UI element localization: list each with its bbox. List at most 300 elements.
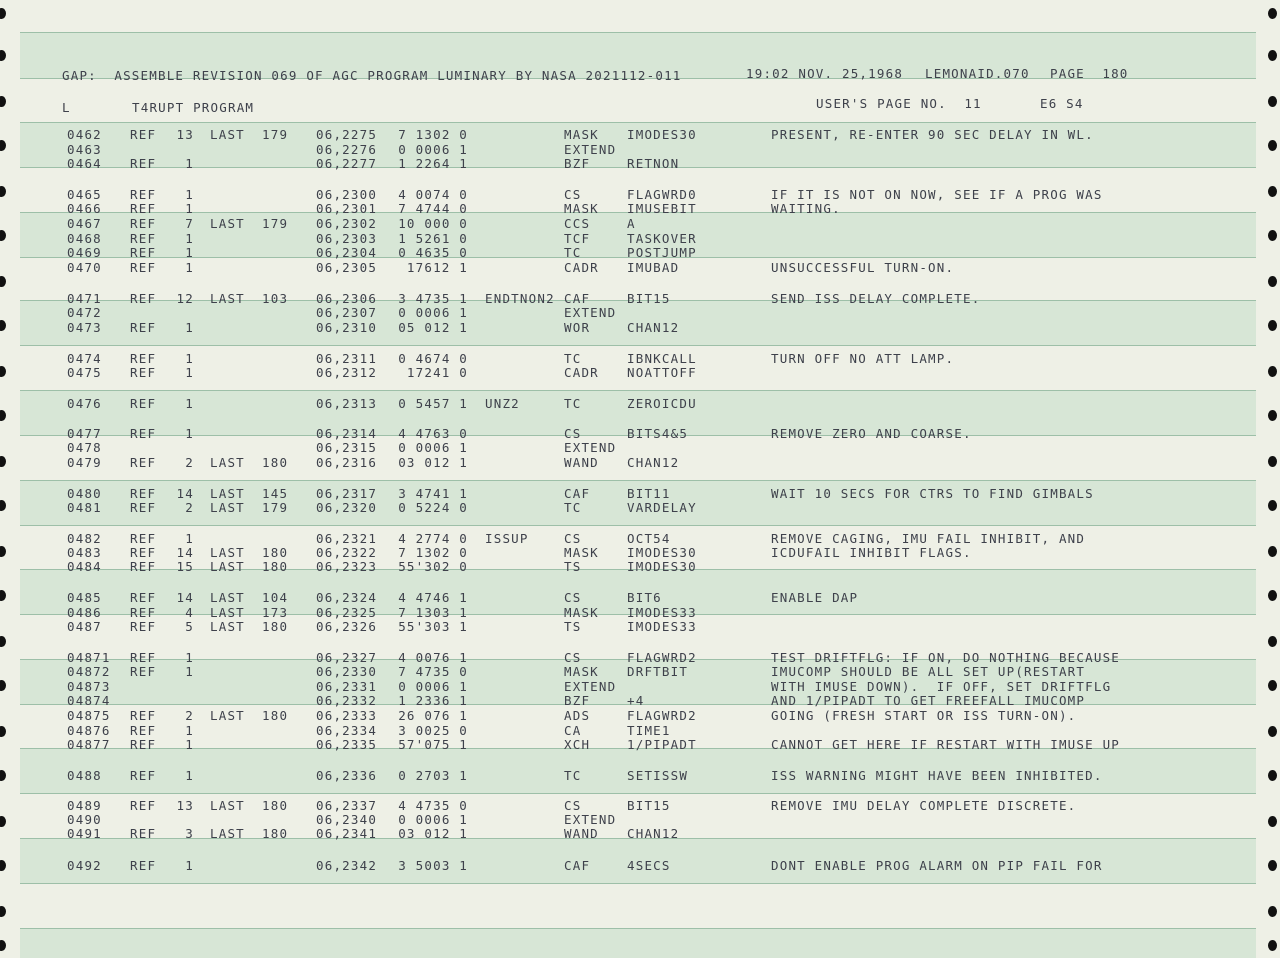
last-page: 179 (262, 216, 289, 231)
octal-code: 4 4746 1 (398, 590, 468, 605)
opcode: CS (564, 798, 582, 813)
opcode: BZF (564, 156, 591, 171)
octal-code: 1 2336 1 (398, 693, 468, 708)
opcode: MASK (564, 545, 599, 560)
line-number: 0492 (67, 858, 102, 873)
octal-code: 0 5457 1 (398, 396, 468, 411)
ref-keyword: REF (130, 127, 157, 142)
octal-code: 1 5261 0 (398, 231, 468, 246)
address: 06,2306 (316, 291, 378, 306)
line-number: 0462 (67, 127, 102, 142)
address: 06,2277 (316, 156, 378, 171)
operand: IMODES33 (627, 605, 697, 620)
address: 06,2301 (316, 201, 378, 216)
operand: IMUSEBIT (627, 201, 697, 216)
address: 06,2302 (316, 216, 378, 231)
line-number: 0472 (67, 305, 102, 320)
opcode: TCF (564, 231, 591, 246)
octal-code: 7 1302 0 (398, 127, 468, 142)
ref-keyword: REF (130, 723, 157, 738)
opcode: CS (564, 426, 582, 441)
address: 06,2335 (316, 737, 378, 752)
address: 06,2310 (316, 320, 378, 335)
line-number: 0470 (67, 260, 102, 275)
feed-hole (1268, 940, 1277, 951)
address: 06,2303 (316, 231, 378, 246)
last-keyword: LAST (210, 559, 245, 574)
opcode: CA (564, 723, 582, 738)
opcode: WAND (564, 455, 599, 470)
listing-row (0, 397, 1280, 411)
band-rule (20, 390, 1256, 391)
opcode: CS (564, 590, 582, 605)
address: 06,2337 (316, 798, 378, 813)
address: 06,2311 (316, 351, 378, 366)
line-number: 0464 (67, 156, 102, 171)
operand: FLAGWRD0 (627, 187, 697, 202)
line-number: 0478 (67, 440, 102, 455)
ref-count: 1 (185, 260, 194, 275)
listing-row (0, 128, 1280, 142)
octal-code: 0 4635 0 (398, 245, 468, 260)
address: 06,2341 (316, 826, 378, 841)
ref-keyword: REF (130, 486, 157, 501)
ref-count: 2 (185, 708, 194, 723)
address: 06,2276 (316, 142, 378, 157)
address: 06,2307 (316, 305, 378, 320)
address: 06,2333 (316, 708, 378, 723)
octal-code: 0 0006 1 (398, 679, 468, 694)
user-page-number: USER'S PAGE NO. 11 (816, 96, 982, 111)
opcode: MASK (564, 127, 599, 142)
ref-keyword: REF (130, 320, 157, 335)
opcode: CAF (564, 291, 591, 306)
last-page: 173 (262, 605, 289, 620)
opcode: TC (564, 500, 582, 515)
opcode: CCS (564, 216, 591, 231)
address: 06,2314 (316, 426, 378, 441)
comment: REMOVE IMU DELAY COMPLETE DISCRETE. (771, 798, 1077, 813)
ref-keyword: REF (130, 798, 157, 813)
octal-code: 0 5224 0 (398, 500, 468, 515)
last-keyword: LAST (210, 500, 245, 515)
address: 06,2327 (316, 650, 378, 665)
address: 06,2320 (316, 500, 378, 515)
address: 06,2334 (316, 723, 378, 738)
ref-keyword: REF (130, 590, 157, 605)
address: 06,2326 (316, 619, 378, 634)
ref-keyword: REF (130, 826, 157, 841)
line-number: 0466 (67, 201, 102, 216)
last-keyword: LAST (210, 798, 245, 813)
feed-hole (0, 940, 6, 951)
operand: FLAGWRD2 (627, 708, 697, 723)
last-page: 145 (262, 486, 289, 501)
comment: UNSUCCESSFUL TURN-ON. (771, 260, 955, 275)
listing-row (0, 738, 1280, 752)
last-keyword: LAST (210, 708, 245, 723)
section-marker: L (62, 100, 71, 115)
ref-count: 1 (185, 201, 194, 216)
address: 06,2316 (316, 455, 378, 470)
opcode: EXTEND (564, 679, 617, 694)
ref-count: 2 (185, 500, 194, 515)
ref-count: 13 (176, 127, 194, 142)
line-number: 0489 (67, 798, 102, 813)
octal-code: 7 4744 0 (398, 201, 468, 216)
last-keyword: LAST (210, 216, 245, 231)
feed-hole (1268, 50, 1277, 61)
line-number: 0480 (67, 486, 102, 501)
ref-count: 3 (185, 826, 194, 841)
ref-keyword: REF (130, 858, 157, 873)
page-number: PAGE 180 (1050, 66, 1129, 81)
comment: PRESENT, RE-ENTER 90 SEC DELAY IN WL. (771, 127, 1094, 142)
address: 06,2330 (316, 664, 378, 679)
opcode: CAF (564, 486, 591, 501)
listing-row (0, 827, 1280, 841)
comment: AND 1/PIPADT TO GET FREEFALL IMUCOMP (771, 693, 1086, 708)
octal-code: 3 4741 1 (398, 486, 468, 501)
listing-row (0, 799, 1280, 813)
listing-row (0, 441, 1280, 455)
band-rule (20, 793, 1256, 794)
assembly-timestamp: 19:02 NOV. 25,1968 (746, 66, 904, 81)
feed-hole (0, 96, 6, 107)
ref-keyword: REF (130, 365, 157, 380)
ref-keyword: REF (130, 231, 157, 246)
comment: WAIT 10 SECS FOR CTRS TO FIND GIMBALS (771, 486, 1094, 501)
line-number: 0488 (67, 768, 102, 783)
opcode: CADR (564, 260, 599, 275)
address: 06,2305 (316, 260, 378, 275)
octal-code: 4 4735 0 (398, 798, 468, 813)
line-number: 0487 (67, 619, 102, 634)
operand: FLAGWRD2 (627, 650, 697, 665)
listing-row (0, 202, 1280, 216)
listing-row (0, 261, 1280, 275)
ref-keyword: REF (130, 245, 157, 260)
listing-row (0, 246, 1280, 260)
ref-count: 1 (185, 768, 194, 783)
feed-hole (1268, 276, 1277, 287)
ref-keyword: REF (130, 545, 157, 560)
octal-code: 3 4735 1 (398, 291, 468, 306)
line-number: 04875 (67, 708, 111, 723)
ref-count: 1 (185, 187, 194, 202)
octal-code: 17612 1 (406, 260, 468, 275)
line-number: 0467 (67, 216, 102, 231)
octal-code: 7 1302 0 (398, 545, 468, 560)
ref-count: 13 (176, 798, 194, 813)
operand: IMUBAD (627, 260, 680, 275)
operand: IMODES30 (627, 545, 697, 560)
last-keyword: LAST (210, 605, 245, 620)
ref-keyword: REF (130, 559, 157, 574)
address: 06,2275 (316, 127, 378, 142)
ref-keyword: REF (130, 455, 157, 470)
last-page: 180 (262, 826, 289, 841)
address: 06,2336 (316, 768, 378, 783)
address: 06,2331 (316, 679, 378, 694)
feed-hole (0, 50, 6, 61)
comment: WITH IMUSE DOWN). IF OFF, SET DRIFTFLG (771, 679, 1112, 694)
operand: DRFTBIT (627, 664, 689, 679)
octal-code: 0 4674 0 (398, 351, 468, 366)
listing-row (0, 501, 1280, 515)
listing-row (0, 606, 1280, 620)
feed-hole (0, 636, 6, 647)
operand: RETNON (627, 156, 680, 171)
octal-code: 05 012 1 (398, 320, 468, 335)
last-page: 180 (262, 455, 289, 470)
ref-keyword: REF (130, 664, 157, 679)
feed-hole (1268, 8, 1277, 19)
opcode: CS (564, 650, 582, 665)
symbol-label: ENDTNON2 (485, 291, 555, 306)
ref-keyword: REF (130, 500, 157, 515)
last-page: 103 (262, 291, 289, 306)
comment: CANNOT GET HERE IF RESTART WITH IMUSE UP (771, 737, 1121, 752)
ref-count: 1 (185, 650, 194, 665)
operand: CHAN12 (627, 320, 680, 335)
opcode: CAF (564, 858, 591, 873)
listing-row (0, 813, 1280, 827)
address: 06,2313 (316, 396, 378, 411)
line-number: 0490 (67, 812, 102, 827)
listing-row (0, 546, 1280, 560)
ref-keyword: REF (130, 605, 157, 620)
ref-count: 1 (185, 156, 194, 171)
operand: 4SECS (627, 858, 671, 873)
listing-row (0, 859, 1280, 873)
greenbar-band (20, 928, 1256, 958)
listing-row (0, 232, 1280, 246)
last-page: 180 (262, 545, 289, 560)
octal-code: 55'303 1 (398, 619, 468, 634)
band-rule (20, 480, 1256, 481)
comment: IMUCOMP SHOULD BE ALL SET UP(RESTART (771, 664, 1086, 679)
operand: VARDELAY (627, 500, 697, 515)
operand: CHAN12 (627, 455, 680, 470)
ref-count: 2 (185, 455, 194, 470)
operand: POSTJUMP (627, 245, 697, 260)
line-number: 0468 (67, 231, 102, 246)
listing-row (0, 620, 1280, 634)
operand: OCT54 (627, 531, 671, 546)
assembly-title: GAP: ASSEMBLE REVISION 069 OF AGC PROGRAM LUMINARY BY NASA 2021112-011 (62, 68, 682, 83)
listing-row (0, 306, 1280, 320)
opcode: TS (564, 619, 582, 634)
ref-count: 14 (176, 486, 194, 501)
ref-count: 14 (176, 545, 194, 560)
octal-code: 0 0006 1 (398, 440, 468, 455)
ref-keyword: REF (130, 187, 157, 202)
address: 06,2312 (316, 365, 378, 380)
address: 06,2332 (316, 693, 378, 708)
ref-count: 15 (176, 559, 194, 574)
listing-row (0, 292, 1280, 306)
octal-code: 55'302 0 (398, 559, 468, 574)
operand: BIT15 (627, 798, 671, 813)
octal-code: 4 0076 1 (398, 650, 468, 665)
opcode: TC (564, 245, 582, 260)
address: 06,2340 (316, 812, 378, 827)
listing-row (0, 427, 1280, 441)
line-number: 0476 (67, 396, 102, 411)
ref-count: 1 (185, 231, 194, 246)
listing-row (0, 487, 1280, 501)
line-number: 0483 (67, 545, 102, 560)
last-page: 180 (262, 559, 289, 574)
feed-hole (0, 276, 6, 287)
operand: BITS4&5 (627, 426, 689, 441)
listing-row (0, 352, 1280, 366)
ref-keyword: REF (130, 737, 157, 752)
section-title: T4RUPT PROGRAM (132, 100, 255, 115)
last-keyword: LAST (210, 455, 245, 470)
address: 06,2323 (316, 559, 378, 574)
line-number: 0465 (67, 187, 102, 202)
listing-ids: E6 S4 (1040, 96, 1084, 111)
opcode: CADR (564, 365, 599, 380)
address: 06,2315 (316, 440, 378, 455)
listing-row (0, 217, 1280, 231)
octal-code: 4 0074 0 (398, 187, 468, 202)
comment: TURN OFF NO ATT LAMP. (771, 351, 955, 366)
address: 06,2300 (316, 187, 378, 202)
line-number: 04876 (67, 723, 111, 738)
comment: TEST DRIFTFLG: IF ON, DO NOTHING BECAUSE (771, 650, 1121, 665)
operand: BIT15 (627, 291, 671, 306)
ref-keyword: REF (130, 396, 157, 411)
symbol-label: UNZ2 (485, 396, 520, 411)
comment: IF IT IS NOT ON NOW, SEE IF A PROG WAS (771, 187, 1103, 202)
ref-count: 1 (185, 365, 194, 380)
ref-count: 1 (185, 245, 194, 260)
address: 06,2304 (316, 245, 378, 260)
ref-keyword: REF (130, 650, 157, 665)
operand: IMODES33 (627, 619, 697, 634)
address: 06,2317 (316, 486, 378, 501)
address: 06,2324 (316, 590, 378, 605)
octal-code: 3 5003 1 (398, 858, 468, 873)
listing-row (0, 560, 1280, 574)
feed-hole (0, 410, 6, 421)
source-name: LEMONAID.070 (925, 66, 1030, 81)
feed-hole (1268, 410, 1277, 421)
ref-keyword: REF (130, 201, 157, 216)
comment: ICDUFAIL INHIBIT FLAGS. (771, 545, 972, 560)
feed-hole (0, 8, 6, 19)
operand: SETISSW (627, 768, 689, 783)
listing-row (0, 143, 1280, 157)
octal-code: 3 0025 0 (398, 723, 468, 738)
opcode: TS (564, 559, 582, 574)
octal-code: 7 4735 0 (398, 664, 468, 679)
ref-count: 7 (185, 216, 194, 231)
feed-hole (0, 906, 6, 917)
octal-code: 03 012 1 (398, 455, 468, 470)
comment: REMOVE CAGING, IMU FAIL INHIBIT, AND (771, 531, 1086, 546)
ref-count: 1 (185, 858, 194, 873)
operand: BIT11 (627, 486, 671, 501)
line-number: 04877 (67, 737, 111, 752)
listing-row (0, 321, 1280, 335)
operand: TIME1 (627, 723, 671, 738)
listing-row (0, 188, 1280, 202)
opcode: ADS (564, 708, 591, 723)
line-number: 0477 (67, 426, 102, 441)
last-keyword: LAST (210, 291, 245, 306)
listing-row (0, 680, 1280, 694)
line-number: 04873 (67, 679, 111, 694)
operand: 1/PIPADT (627, 737, 697, 752)
octal-code: 0 0006 1 (398, 305, 468, 320)
address: 06,2325 (316, 605, 378, 620)
ref-count: 1 (185, 351, 194, 366)
comment: DONT ENABLE PROG ALARM ON PIP FAIL FOR (771, 858, 1103, 873)
comment: WAITING. (771, 201, 841, 216)
operand: IBNKCALL (627, 351, 697, 366)
ref-count: 1 (185, 320, 194, 335)
comment: ISS WARNING MIGHT HAVE BEEN INHIBITED. (771, 768, 1103, 783)
comment: SEND ISS DELAY COMPLETE. (771, 291, 981, 306)
line-number: 0482 (67, 531, 102, 546)
ref-keyword: REF (130, 708, 157, 723)
band-rule (20, 345, 1256, 346)
line-number: 0485 (67, 590, 102, 605)
last-keyword: LAST (210, 486, 245, 501)
opcode: WAND (564, 826, 599, 841)
ref-keyword: REF (130, 619, 157, 634)
line-number: 0463 (67, 142, 102, 157)
opcode: EXTEND (564, 440, 617, 455)
opcode: TC (564, 396, 582, 411)
ref-count: 12 (176, 291, 194, 306)
line-number: 0473 (67, 320, 102, 335)
line-number: 04871 (67, 650, 111, 665)
band-rule (20, 525, 1256, 526)
ref-keyword: REF (130, 260, 157, 275)
line-number: 0474 (67, 351, 102, 366)
last-keyword: LAST (210, 826, 245, 841)
last-keyword: LAST (210, 127, 245, 142)
ref-keyword: REF (130, 216, 157, 231)
listing-row (0, 651, 1280, 665)
opcode: EXTEND (564, 305, 617, 320)
address: 06,2342 (316, 858, 378, 873)
line-number: 0475 (67, 365, 102, 380)
opcode: TC (564, 351, 582, 366)
listing-row (0, 591, 1280, 605)
ref-count: 1 (185, 664, 194, 679)
ref-keyword: REF (130, 531, 157, 546)
operand: NOATTOFF (627, 365, 697, 380)
last-page: 180 (262, 619, 289, 634)
ref-count: 1 (185, 737, 194, 752)
symbol-label: ISSUP (485, 531, 529, 546)
ref-keyword: REF (130, 768, 157, 783)
line-number: 0481 (67, 500, 102, 515)
listing-row (0, 366, 1280, 380)
operand: ZEROICDU (627, 396, 697, 411)
ref-count: 4 (185, 605, 194, 620)
octal-code: 0 0006 1 (398, 812, 468, 827)
opcode: CS (564, 531, 582, 546)
ref-count: 1 (185, 531, 194, 546)
line-number: 0491 (67, 826, 102, 841)
